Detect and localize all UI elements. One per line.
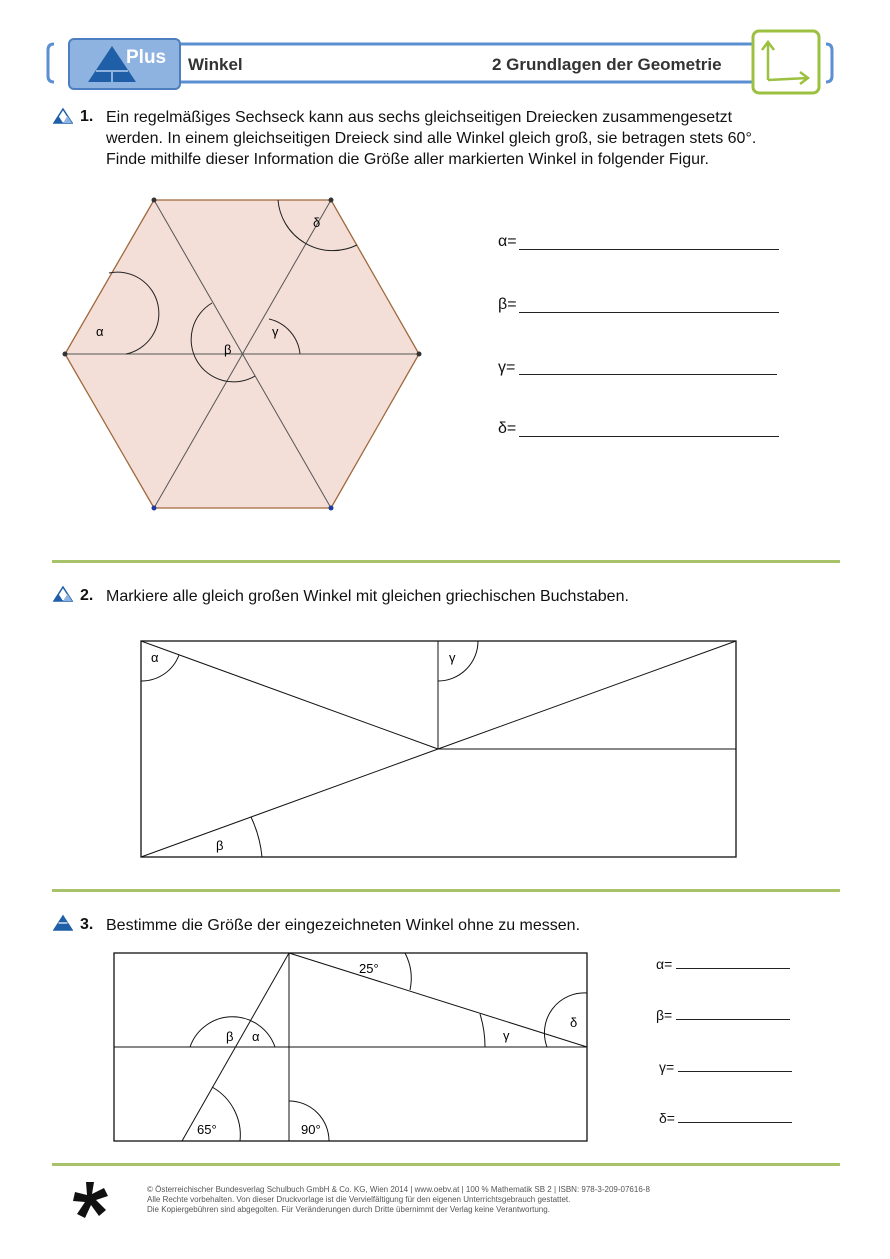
answer-field-alpha[interactable] — [676, 968, 790, 969]
answer-label-alpha: α= — [498, 233, 517, 250]
angle-label-alpha: α — [96, 324, 104, 339]
answer-label-alpha: α= — [656, 956, 673, 972]
footer-line: Die Kopiergebühren sind abgegolten. Für Veränderungen durch Dritte übernimmt der Verlag keine Verantwortung. — [147, 1205, 550, 1214]
answer-field-beta[interactable] — [676, 1019, 790, 1020]
answer-label-delta: δ= — [498, 420, 517, 437]
section-divider — [52, 1163, 840, 1166]
angle-label-beta: β — [224, 342, 232, 357]
angle-label-beta: β — [226, 1029, 234, 1044]
task1-number: 1. — [80, 108, 94, 125]
footer-line: Alle Rechte vorbehalten. Von dieser Druckvorlage ist die Vervielfältigung für den eigenen Unterrichtsgebrauch gestattet. — [147, 1195, 571, 1204]
angle-label-gamma: γ — [272, 324, 279, 339]
answer-label-delta: δ= — [659, 1110, 675, 1126]
angle-label-delta: δ — [570, 1015, 578, 1030]
topic-title: Winkel — [188, 55, 243, 74]
task1-line: Ein regelmäßiges Sechseck kann aus sechs gleichseitigen Dreiecken zusammengesetzt — [106, 109, 733, 126]
task3-number: 3. — [80, 916, 94, 933]
answer-label-gamma: γ= — [498, 359, 516, 376]
angle-label-gamma: γ — [503, 1028, 510, 1043]
publisher-logo-icon — [72, 1180, 112, 1222]
chapter-title: 2 Grundlagen der Geometrie — [492, 55, 722, 74]
answer-label-beta: β= — [656, 1007, 673, 1023]
angle-label-beta: β — [216, 838, 224, 853]
copyright-notice — [147, 1185, 827, 1215]
task2-text: Markiere alle gleich großen Winkel mit gleichen griechischen Buchstaben. — [106, 588, 629, 605]
task1-line: werden. In einem gleichseitigen Dreieck sind alle Winkel gleich groß, sie betragen stets 60°. — [106, 130, 757, 147]
task3-text: Bestimme die Größe der eingezeichneten Winkel ohne zu messen. — [106, 917, 581, 934]
answer-field-gamma[interactable] — [678, 1071, 792, 1072]
angle-label-alpha: α — [252, 1029, 260, 1044]
answer-field-delta[interactable] — [678, 1122, 792, 1123]
angle-label-gamma: γ — [449, 650, 456, 665]
angle-label-alpha: α — [151, 650, 159, 665]
task1-line: Finde mithilfe dieser Information die Größe aller markierten Winkel in folgender Figur. — [106, 151, 709, 168]
angle-label-25deg: 25° — [359, 961, 379, 976]
task2-number: 2. — [80, 587, 94, 604]
logo-label: Plus — [126, 47, 167, 68]
answer-label-gamma: γ= — [659, 1059, 675, 1075]
answer-label-beta: β= — [498, 296, 517, 313]
footer-line: © Österreichischer Bundesverlag Schulbuch GmbH & Co. KG, Wien 2014 | www.oebv.at | 100 % Mathematik SB 2 | ISBN: 978-3-209-07616-8 — [147, 1185, 650, 1194]
angle-label-65deg: 65° — [197, 1122, 217, 1137]
angle-label-delta: δ — [313, 215, 321, 230]
angle-label-90deg: 90° — [301, 1122, 321, 1137]
